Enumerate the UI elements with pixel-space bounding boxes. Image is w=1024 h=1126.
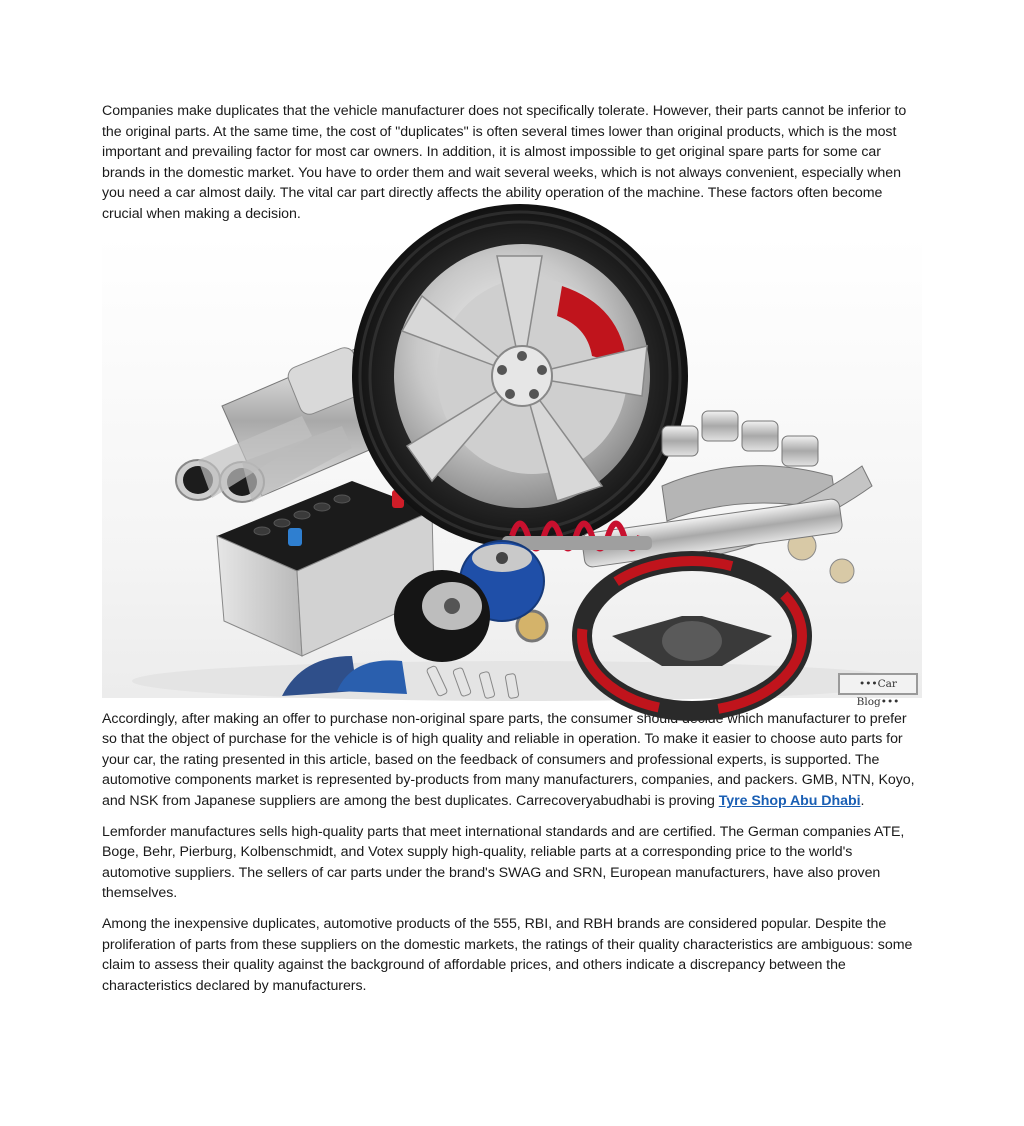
brake-pads-icon [282, 656, 407, 696]
paragraph-text: Accordingly, after making an offer to purchase non-original spare parts, the consumer should decide which manufacturer to prefer so that the object of purchase for the vehicle is of high quality and reliable in operation. To make it easier to choose auto parts for your car, the rating presented in this article, based on the feedback of consumers and professional experts, is supported. The automotive components market is represented by-products from many manufacturers, companies, and packers. GMB, NTN, Koyo, and NSK from Japanese suppliers are among the best duplicates. Carrecoveryabudhabi is proving [102, 710, 915, 809]
paragraph-period: . [860, 792, 865, 809]
auto-parts-image [102, 236, 922, 708]
paragraph-lemforder: Lemforder manufactures sells high-quality parts that meet international standards and are certified. The German companies ATE, Boge, Behr, Pierburg, Kolbenschmidt, and Votex supply high-quality, reliable parts at a corresponding price to the world's automotive suppliers. The sellers of car parts under the brand's SWAG and SRN, European manufacturers, have also proven themselves. [102, 823, 905, 902]
paragraph-duplicates-intro: Companies make duplicates that the vehicle manufacturer does not specifically tolerate. However, their parts cannot be inferior to the original parts. At the same time, the cost of "duplicates" is often several times lower than original products, which is the most important and prevailing factor for most car owners. In addition, it is almost impossible to get original spare parts for some car brands in the domestic market. You have to order them and wait several weeks, which is not always convenient, especially when you need a car almost daily. The vital car part directly affects the ability operation of the machine. These factors often become crucial when making a decision. [102, 103, 907, 222]
auto-parts-illustration [102, 236, 922, 698]
document-page [102, 101, 922, 996]
tyre-shop-link[interactable]: Tyre Shop Abu Dhabi [718, 792, 861, 809]
paragraph-inexpensive-duplicates: Among the inexpensive duplicates, automotive products of the 555, RBI, and RBH brands are considered popular. Despite the proliferation of parts from these suppliers on the domestic markets, the ratings of their quality characteristics are ambiguous: some claim to assess their quality against the background of affordable prices, and others indicate a discrepancy between the characteristics declared by manufacturers. [102, 915, 913, 994]
wheel-icon [352, 204, 688, 548]
car-blog-watermark: •••Car Blog••• [838, 673, 918, 695]
paragraph-manufacturer-choice [102, 709, 922, 812]
